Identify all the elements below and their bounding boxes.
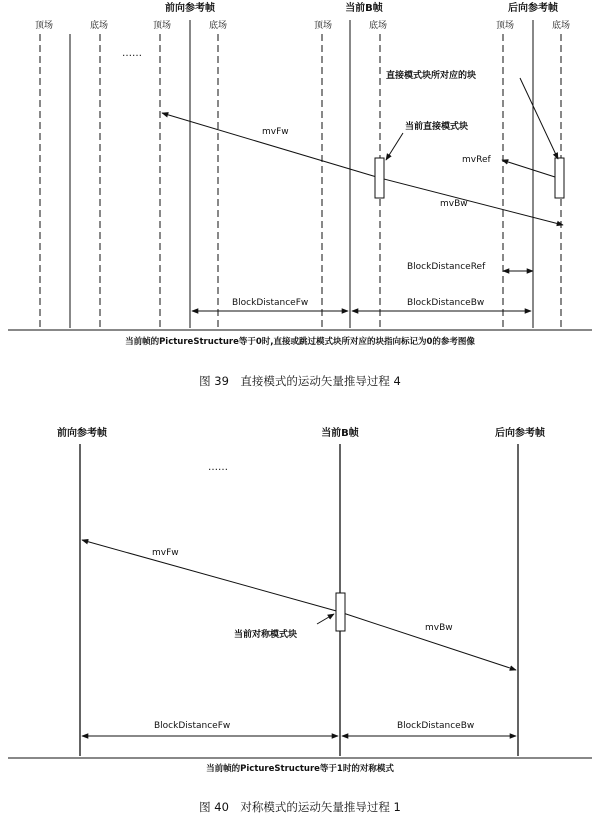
figure-40: [8, 426, 592, 814]
field-label-top: 顶场: [34, 21, 54, 31]
mvbw-label: mvBw: [440, 199, 468, 209]
header-backward-ref: 后向参考帧: [508, 3, 558, 14]
block-distance-ref-label: BlockDistanceRef: [407, 262, 486, 272]
header-forward-ref: 前向参考帧: [165, 3, 215, 14]
current-direct-block: [375, 158, 384, 198]
field-label-bottom: 底场: [208, 21, 228, 31]
field-label-top: 顶场: [313, 21, 333, 31]
figure-39: [8, 1, 592, 388]
field-label-bottom: 底场: [89, 21, 109, 31]
figure-caption: 图 40 对称模式的运动矢量推导过程 1: [199, 800, 401, 814]
mvbw-label: mvBw: [425, 623, 453, 633]
figure-note: 当前帧的PictureStructure等于0时,直接或跳过模式块所对应的块指向标记为0的参考图像: [125, 337, 475, 347]
corresponding-block-label: 直接模式块所对应的块: [386, 71, 477, 81]
field-label-bottom: 底场: [368, 21, 388, 31]
current-symmetric-block-label: 当前对称模式块: [234, 630, 298, 640]
block-distance-bw-label: BlockDistanceBw: [397, 721, 475, 731]
header-current-b: 当前B帧: [345, 3, 383, 14]
field-label-bottom: 底场: [551, 21, 571, 31]
current-symmetric-block: [336, 593, 345, 631]
ellipsis: ……: [208, 462, 228, 473]
mvbw-arrow: [340, 612, 516, 670]
header-forward-ref: 前向参考帧: [57, 428, 107, 439]
block-distance-fw-label: BlockDistanceFw: [154, 721, 231, 731]
header-backward-ref: 后向参考帧: [495, 428, 545, 439]
mvbw-arrow: [380, 178, 563, 225]
block-distance-bw-label: BlockDistanceBw: [407, 298, 485, 308]
field-label-top: 顶场: [152, 21, 172, 31]
header-current-b: 当前B帧: [321, 428, 359, 439]
mvfw-label: mvFw: [152, 548, 179, 558]
figure-caption: 图 39 直接模式的运动矢量推导过程 4: [199, 374, 401, 388]
mvfw-arrow: [82, 540, 340, 612]
field-label-top: 顶场: [495, 21, 515, 31]
mvfw-label: mvFw: [262, 127, 289, 137]
mvfw-arrow: [162, 113, 380, 178]
mvref-label: mvRef: [462, 155, 491, 165]
leader-arrow: [317, 614, 334, 624]
current-direct-block-label: 当前直接模式块: [405, 122, 469, 132]
block-distance-fw-label: BlockDistanceFw: [232, 298, 309, 308]
mvref-arrow: [502, 160, 555, 177]
corresponding-block: [555, 158, 564, 198]
leader-arrow: [520, 78, 558, 159]
figure-note: 当前帧的PictureStructure等于1时的对称模式: [206, 764, 394, 774]
leader-arrow: [386, 133, 403, 160]
ellipsis: ……: [122, 48, 142, 59]
